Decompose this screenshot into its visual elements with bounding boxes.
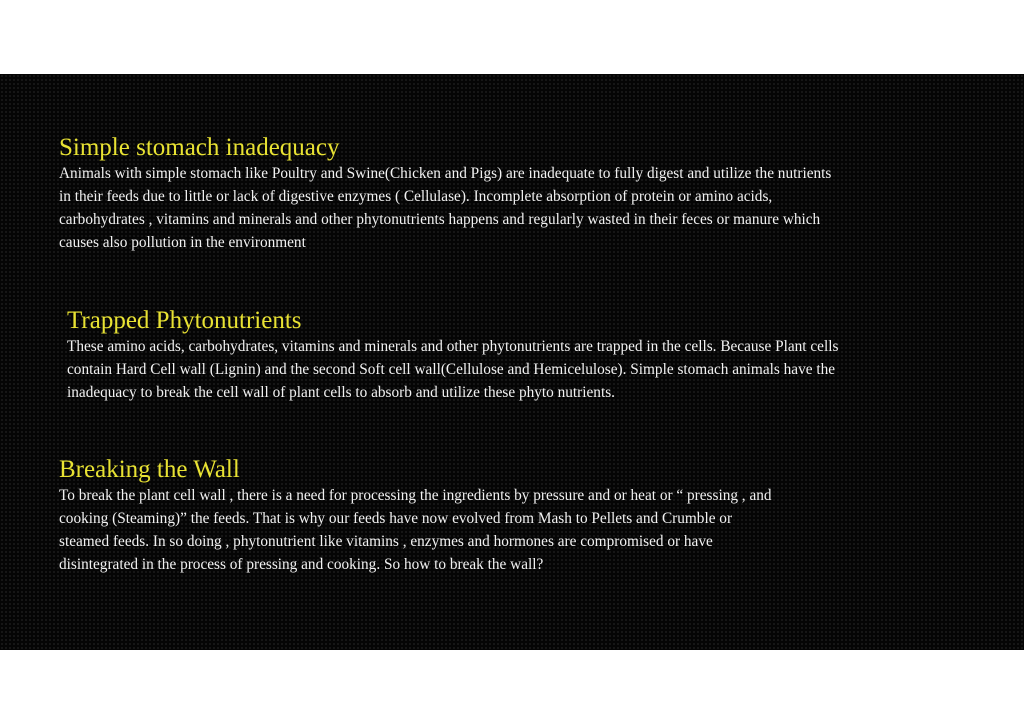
section-title: Breaking the Wall (59, 456, 240, 483)
body-line: in their feeds due to little or lack of digestive enzymes ( Cellulase). Incomplete absorption of protein or amino acids, (59, 188, 773, 205)
body-line: disintegrated in the process of pressing and cooking. So how to break the wall? (59, 556, 544, 573)
body-line: Animals with simple stomach like Poultry and Swine(Chicken and Pigs) are inadequate to fully digest and utilize the nutrients (59, 165, 832, 182)
section-trapped-phytonutrients (67, 307, 838, 404)
body-line: causes also pollution in the environment (59, 234, 306, 251)
body-line: To break the plant cell wall , there is a need for processing the ingredients by pressure and or heat or “ pressing , and (59, 487, 772, 504)
section-breaking-the-wall (59, 456, 772, 576)
body-line: inadequacy to break the cell wall of plant cells to absorb and utilize these phyto nutrients. (67, 384, 615, 401)
body-line: carbohydrates , vitamins and minerals and other phytonutrients happens and regularly wasted in their feces or manure which (59, 211, 821, 228)
body-line: contain Hard Cell wall (Lignin) and the second Soft cell wall(Cellulose and Hemicelulose). Simple stomach animals have the (67, 361, 836, 378)
body-line: steamed feeds. In so doing , phytonutrient like vitamins , enzymes and hormones are compromised or have (59, 533, 713, 550)
slide (0, 74, 1024, 650)
body-line: These amino acids, carbohydrates, vitamins and minerals and other phytonutrients are trapped in the cells. Because Plant cells (67, 338, 839, 355)
section-simple-stomach (59, 134, 831, 254)
section-title: Simple stomach inadequacy (59, 134, 340, 161)
section-title: Trapped Phytonutrients (67, 307, 302, 334)
body-line: cooking (Steaming)” the feeds. That is why our feeds have now evolved from Mash to Pellets and Crumble or (59, 510, 733, 527)
